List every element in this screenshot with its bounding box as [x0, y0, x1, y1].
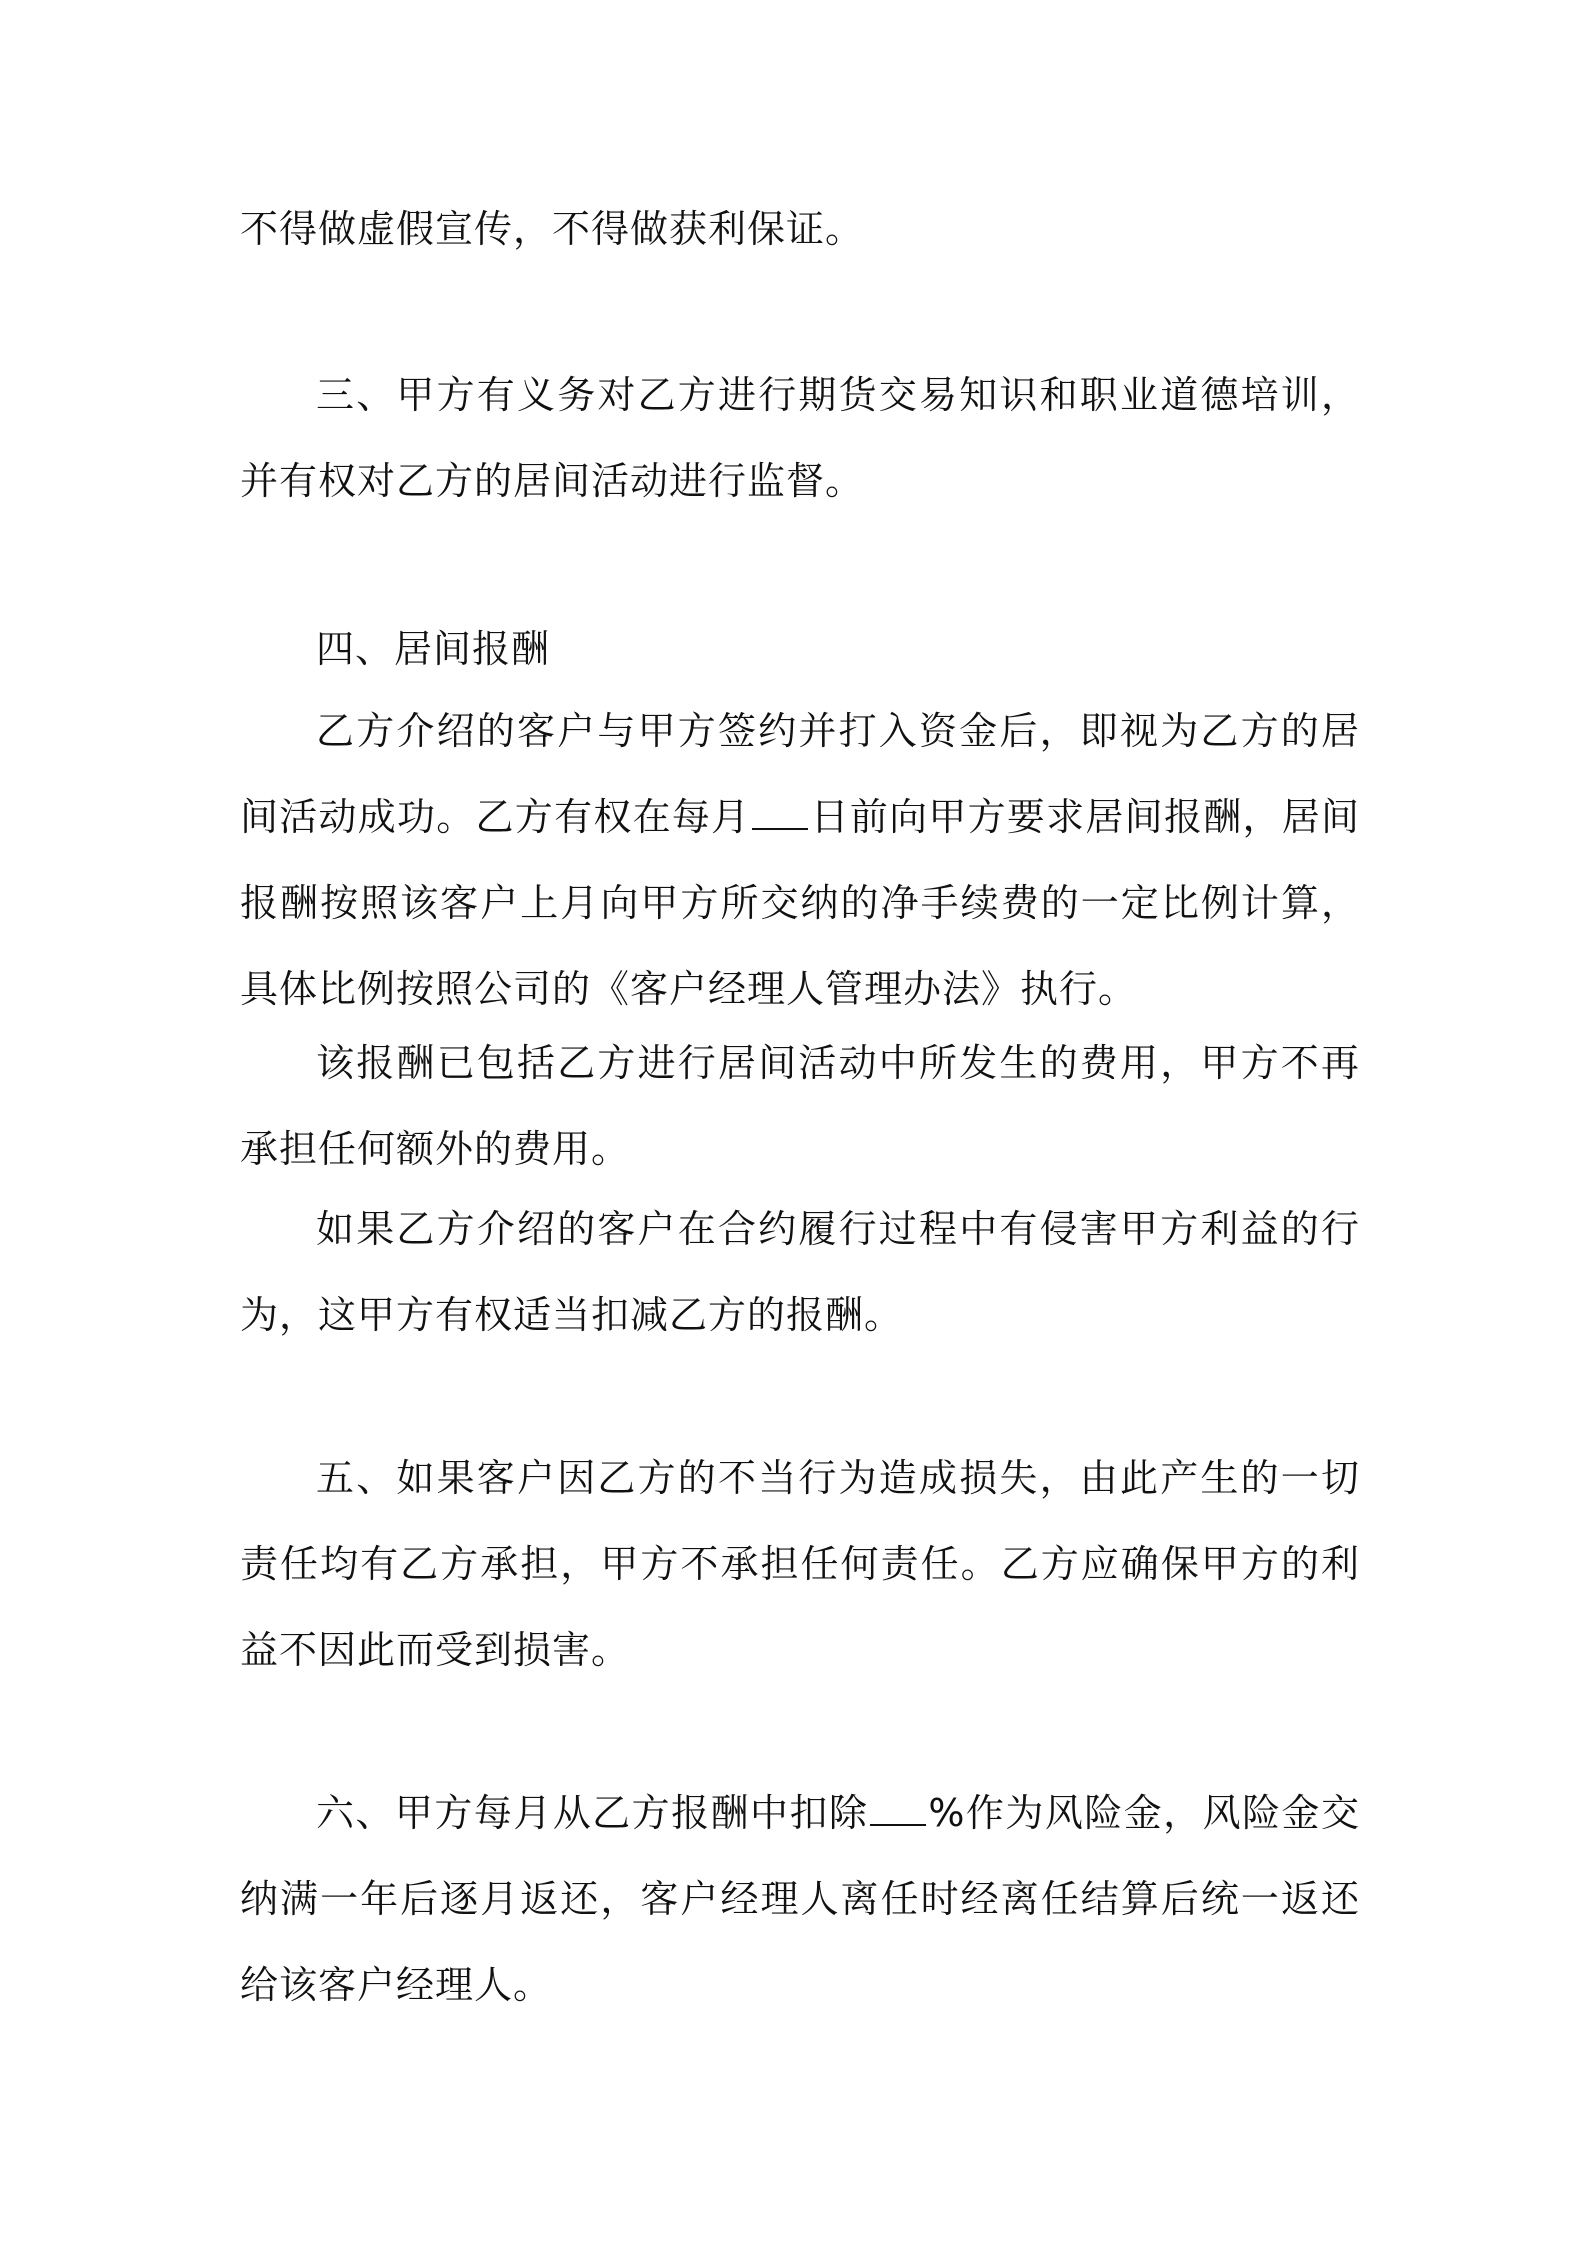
percent-blank-field — [870, 1786, 926, 1826]
paragraph-text-part-1: 六、甲方每月从乙方报酬中扣除 — [316, 1791, 869, 1835]
paragraph-commission-deduction — [240, 1186, 1360, 1358]
paragraph-text: 不得做虚假宣传，不得做获利保证。 — [240, 207, 865, 251]
paragraph-closing-obligation — [240, 186, 1360, 272]
paragraph-text-part-1: 乙方介绍的客户与甲方签约并打入资金后，即视为乙方的居间活动成功。乙方有权在每月 — [240, 709, 1360, 839]
paragraph-text: 三、甲方有义务对乙方进行期货交易知识和职业道德培训，并有权对乙方的居间活动进行监督。 — [240, 373, 1360, 503]
paragraph-clause-five — [240, 1435, 1360, 1693]
paragraph-commission-includes-costs — [240, 1020, 1360, 1192]
paragraph-text-part-2: %作为风险金，风险金交纳满一年后逐月返还，客户经理人离任时经离任结算后统一返还给该客户经理人。 — [240, 1791, 1360, 2007]
paragraph-text: 该报酬已包括乙方进行居间活动中所发生的费用，甲方不再承担任何额外的费用。 — [240, 1041, 1360, 1171]
paragraph-text: 五、如果客户因乙方的不当行为造成损失，由此产生的一切责任均有乙方承担，甲方不承担任何责任。乙方应确保甲方的利益不因此而受到损害。 — [240, 1456, 1360, 1672]
paragraph-text-part-2: 日前向甲方要求居间报酬，居间报酬按照该客户上月向甲方所交纳的净手续费的一定比例计算，具体比例按照公司的《客户经理人管理办法》执行。 — [240, 795, 1360, 1011]
paragraph-commission-terms — [240, 688, 1360, 1032]
paragraph-clause-six — [240, 1770, 1360, 2028]
heading-text: 四、居间报酬 — [316, 627, 551, 671]
paragraph-text: 如果乙方介绍的客户在合约履行过程中有侵害甲方利益的行为，这甲方有权适当扣减乙方的报酬。 — [240, 1207, 1360, 1337]
paragraph-clause-three — [240, 352, 1360, 524]
day-blank-field — [752, 790, 808, 830]
heading-clause-four — [240, 606, 1360, 692]
